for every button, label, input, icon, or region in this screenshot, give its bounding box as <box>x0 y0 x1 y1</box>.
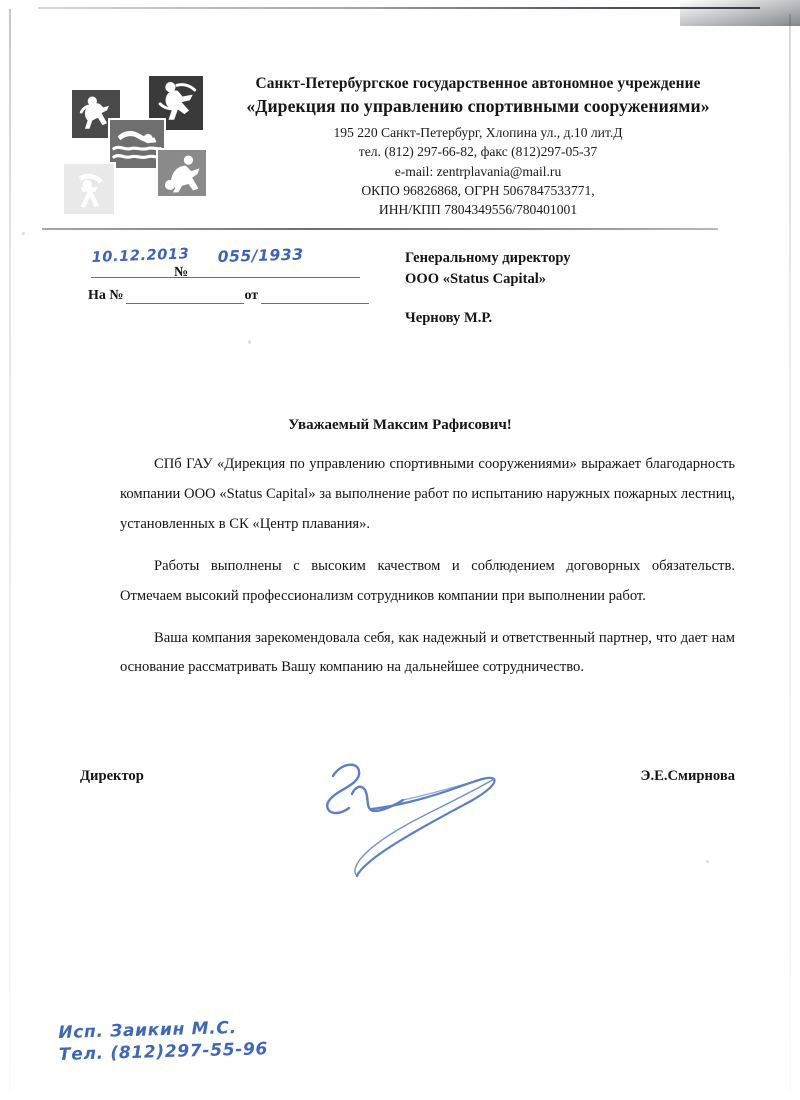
org-name-line1: Санкт-Петербургское государственное автономное учреждение <box>255 75 701 92</box>
executor-phone: Тел. (812)297-55-96 <box>58 1039 269 1066</box>
reference-number-symbol: № <box>174 265 189 280</box>
soccer-pictogram-tile <box>156 148 208 198</box>
letter-body <box>120 450 735 683</box>
signatory-title: Директор <box>80 768 144 784</box>
contact-address: 195 220 Санкт-Петербург, Хлопина ул., д.10 лит.Д <box>333 125 623 141</box>
reference-date-row <box>88 245 360 278</box>
reference-block <box>88 245 360 304</box>
handwritten-signature <box>295 740 565 890</box>
addressee-line3: Чернову М.Р. <box>405 310 493 327</box>
reply-reference-row <box>88 278 360 304</box>
header-divider-rule <box>42 228 718 230</box>
reference-number-handwritten: 055/1933 <box>217 245 304 266</box>
letterhead <box>0 70 800 220</box>
scan-edge-top <box>38 7 760 9</box>
letterhead-text <box>218 70 800 220</box>
executor-name: Исп. Заикин М.С. <box>58 1018 238 1043</box>
salutation: Уважаемый Максим Рафисович! <box>288 417 512 433</box>
organization-logo <box>60 70 218 218</box>
contact-phone-fax: тел. (812) 297-66-82, факс (812)297-05-37 <box>358 144 598 160</box>
addressee-spacer <box>405 290 571 308</box>
scan-corner-shadow <box>680 0 800 26</box>
scan-speck <box>706 860 709 863</box>
archer-pictogram-tile <box>62 162 116 216</box>
reply-date-line <box>261 286 369 304</box>
signature-row <box>80 768 735 785</box>
scan-speck <box>248 340 251 344</box>
executor-note <box>58 1016 268 1067</box>
contact-inn-kpp: ИНН/КПП 7804349556/780401001 <box>378 202 578 218</box>
scan-speck <box>22 232 25 235</box>
body-paragraph: Ваша компания зарекомендовала себя, как надежный и ответственный партнер, что дает нам основание рассматривать Вашу компанию на дальнейшее сотрудничество. <box>120 629 735 676</box>
addressee-line1: Генеральному директору <box>405 250 571 266</box>
reference-date-handwritten: 10.12.2013 <box>91 246 190 266</box>
org-name-line2: «Дирекция по управлению спортивными сооружениями» <box>246 96 710 117</box>
signatory-name: Э.Е.Смирнова <box>640 768 735 784</box>
reply-reference-line <box>126 286 244 304</box>
contact-details <box>218 123 738 219</box>
reply-reference-label: На № <box>88 288 124 303</box>
addressee-block <box>405 248 571 329</box>
body-paragraph: СПб ГАУ «Дирекция по управлению спортивными сооружениями» выражает благодарность компании ООО «Status Capital» за выполнение работ по испытанию наружных пожарных лестниц, установленных в СК «Центр плавания». <box>120 456 735 532</box>
addressee-line2: ООО «Status Capital» <box>405 271 547 288</box>
body-paragraph: Работы выполнены с высоким качеством и соблюдением договорных обязательств. Отмечаем высокий профессионализм сотрудников компании при выполнении работ. <box>120 557 735 604</box>
contact-email: e-mail: zentrplavania@mail.ru <box>394 163 562 179</box>
reply-date-label: от <box>244 288 259 303</box>
contact-okpo-ogrn: ОКПО 96826868, ОГРН 5067847533771, <box>361 183 595 198</box>
